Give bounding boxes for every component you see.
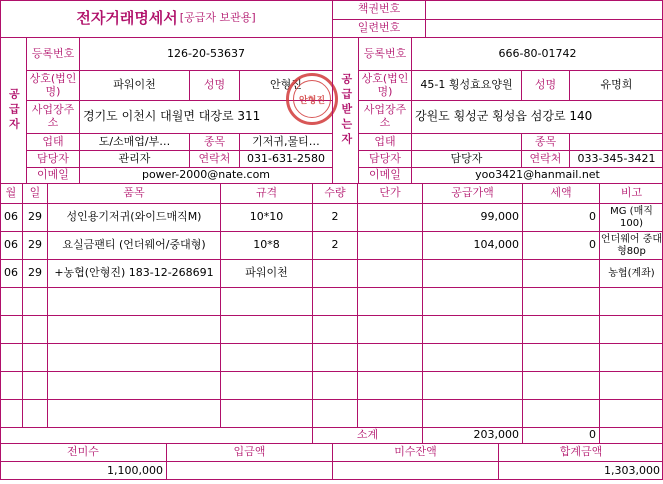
supplier-addr-value: 경기도 이천시 대월면 대장로 311 xyxy=(79,100,332,133)
buyer-addr-label: 사업장주소 xyxy=(358,100,411,133)
cell-day xyxy=(22,399,47,427)
subtotal-label: 소계 xyxy=(312,427,422,443)
buyer-biztype-label: 업태 xyxy=(358,133,411,150)
cell-qty xyxy=(312,399,357,427)
cell-tax xyxy=(522,315,599,343)
supplier-biztype-label: 업태 xyxy=(26,133,79,150)
col-month-header: 월 xyxy=(0,183,22,203)
col-product-header: 품목 xyxy=(47,183,220,203)
buyer-email-value[interactable]: yoo3421@hanmail.net xyxy=(411,167,663,183)
cell-unit-price xyxy=(357,343,422,371)
unpaid-label: 미수잔액 xyxy=(332,443,498,461)
cell-product xyxy=(47,315,220,343)
cell-unit-price xyxy=(357,371,422,399)
cell-supply xyxy=(422,287,522,315)
cell-tax xyxy=(522,287,599,315)
cell-product: +농협(안형진) 183-12-268691 xyxy=(47,259,220,287)
cell-tax xyxy=(522,259,599,287)
supplier-addr-label: 사업장주소 xyxy=(26,100,79,133)
serial-number-value xyxy=(425,19,663,37)
cell-tax xyxy=(522,399,599,427)
cell-spec xyxy=(220,315,312,343)
buyer-contact-value: 033-345-3421 xyxy=(569,150,663,167)
cell-qty xyxy=(312,343,357,371)
cell-day: 29 xyxy=(22,203,47,231)
cell-day xyxy=(22,371,47,399)
cell-spec xyxy=(220,399,312,427)
cell-month: 06 xyxy=(0,259,22,287)
subtotal-supply: 203,000 xyxy=(422,427,522,443)
unpaid-value xyxy=(332,461,498,480)
deposit-value xyxy=(166,461,332,480)
buyer-addr-value: 강원도 횡성군 횡성읍 섬강로 140 xyxy=(411,100,663,133)
buyer-rep-label: 성명 xyxy=(521,70,569,100)
col-note-header: 비고 xyxy=(599,183,663,203)
col-day-header: 일 xyxy=(22,183,47,203)
cell-qty xyxy=(312,287,357,315)
book-number-value xyxy=(425,0,663,19)
cell-tax xyxy=(522,371,599,399)
cell-supply: 104,000 xyxy=(422,231,522,259)
serial-number-label: 일련번호 xyxy=(332,19,425,37)
buyer-contact-label: 연락처 xyxy=(521,150,569,167)
total-value: 1,303,000 xyxy=(498,461,663,480)
cell-note xyxy=(599,343,663,371)
total-label: 합계금액 xyxy=(498,443,663,461)
supplier-contact-value: 031-631-2580 xyxy=(239,150,332,167)
prev-balance-label: 전미수 xyxy=(0,443,166,461)
cell-spec xyxy=(220,287,312,315)
cell-supply xyxy=(422,259,522,287)
supplier-email-label: 이메일 xyxy=(26,167,79,183)
supplier-reg-label: 등록번호 xyxy=(26,37,79,70)
supplier-rep-label: 성명 xyxy=(189,70,239,100)
subtotal-tax: 0 xyxy=(522,427,599,443)
supplier-rep-value: 안형진 xyxy=(239,70,332,100)
cell-supply xyxy=(422,371,522,399)
cell-month: 06 xyxy=(0,203,22,231)
cell-month xyxy=(0,315,22,343)
cell-supply: 99,000 xyxy=(422,203,522,231)
deposit-label: 입금액 xyxy=(166,443,332,461)
cell-product xyxy=(47,287,220,315)
cell-tax: 0 xyxy=(522,231,599,259)
buyer-manager-value: 담당자 xyxy=(411,150,521,167)
document-title xyxy=(0,0,332,37)
cell-note xyxy=(599,287,663,315)
col-spec-header: 규격 xyxy=(220,183,312,203)
cell-note: 농협(계좌) xyxy=(599,259,663,287)
supplier-name-value: 파워이천 xyxy=(79,70,189,100)
cell-spec: 10*10 xyxy=(220,203,312,231)
cell-unit-price xyxy=(357,231,422,259)
cell-qty: 2 xyxy=(312,231,357,259)
cell-supply xyxy=(422,343,522,371)
supplier-contact-label: 연락처 xyxy=(189,150,239,167)
buyer-item-label: 종목 xyxy=(521,133,569,150)
buyer-rep-value: 유명희 xyxy=(569,70,663,100)
cell-product: 요실금팬티 (언더웨어/중대형) xyxy=(47,231,220,259)
cell-day xyxy=(22,315,47,343)
cell-product xyxy=(47,343,220,371)
supplier-item-value: 기저귀,물티… xyxy=(239,133,332,150)
cell-supply xyxy=(422,315,522,343)
cell-qty xyxy=(312,315,357,343)
cell-unit-price xyxy=(357,315,422,343)
cell-month xyxy=(0,287,22,315)
prev-balance-value: 1,100,000 xyxy=(0,461,166,480)
subtotal-note xyxy=(599,427,663,443)
cell-day: 29 xyxy=(22,231,47,259)
cell-unit-price xyxy=(357,287,422,315)
buyer-email-label: 이메일 xyxy=(358,167,411,183)
buyer-reg-value: 666-80-01742 xyxy=(411,37,663,70)
cell-supply xyxy=(422,399,522,427)
cell-spec: 파워이천 xyxy=(220,259,312,287)
cell-spec xyxy=(220,343,312,371)
col-supply-header: 공급가액 xyxy=(422,183,522,203)
subtotal-spacer xyxy=(0,427,312,443)
cell-note xyxy=(599,371,663,399)
buyer-manager-label: 담당자 xyxy=(358,150,411,167)
buyer-name-value: 45-1 횡성효요양원 xyxy=(411,70,521,100)
cell-day xyxy=(22,343,47,371)
supplier-reg-value: 126-20-53637 xyxy=(79,37,332,70)
cell-qty xyxy=(312,259,357,287)
cell-month xyxy=(0,371,22,399)
seal-stamp: 안형진 xyxy=(286,73,338,125)
cell-qty xyxy=(312,371,357,399)
buyer-item-value xyxy=(569,133,663,150)
col-tax-header: 세액 xyxy=(522,183,599,203)
supplier-item-label: 종목 xyxy=(189,133,239,150)
cell-note xyxy=(599,399,663,427)
cell-spec xyxy=(220,371,312,399)
cell-month xyxy=(0,399,22,427)
cell-spec: 10*8 xyxy=(220,231,312,259)
supplier-manager-label: 담당자 xyxy=(26,150,79,167)
cell-note xyxy=(599,315,663,343)
cell-qty: 2 xyxy=(312,203,357,231)
cell-product: 성인용기저귀(와이드매직M) xyxy=(47,203,220,231)
cell-unit-price xyxy=(357,399,422,427)
cell-day: 29 xyxy=(22,259,47,287)
buyer-side-label: 공급받는자 xyxy=(332,37,358,183)
buyer-reg-label: 등록번호 xyxy=(358,37,411,70)
buyer-name-label: 상호(법인명) xyxy=(358,70,411,100)
cell-tax: 0 xyxy=(522,203,599,231)
cell-product xyxy=(47,399,220,427)
cell-day xyxy=(22,287,47,315)
supplier-biztype-value: 도/소매업/부… xyxy=(79,133,189,150)
cell-unit-price xyxy=(357,259,422,287)
cell-tax xyxy=(522,343,599,371)
cell-month xyxy=(0,343,22,371)
cell-note: 언더웨어 중대형80p xyxy=(599,231,663,259)
supplier-manager-value: 관리자 xyxy=(79,150,189,167)
supplier-email-value[interactable]: power-2000@nate.com xyxy=(79,167,332,183)
title-text: 전자거래명세서 xyxy=(76,8,178,27)
buyer-biztype-value xyxy=(411,133,521,150)
col-unit-price-header: 단가 xyxy=(357,183,422,203)
subtitle-text: [공급자 보관용] xyxy=(179,11,256,25)
supplier-name-label: 상호(법인명) xyxy=(26,70,79,100)
cell-note: MG (매직 100) xyxy=(599,203,663,231)
supplier-side-label: 공급자 xyxy=(0,37,26,183)
cell-unit-price xyxy=(357,203,422,231)
book-number-label: 책권번호 xyxy=(332,0,425,19)
cell-product xyxy=(47,371,220,399)
cell-month: 06 xyxy=(0,231,22,259)
col-qty-header: 수량 xyxy=(312,183,357,203)
